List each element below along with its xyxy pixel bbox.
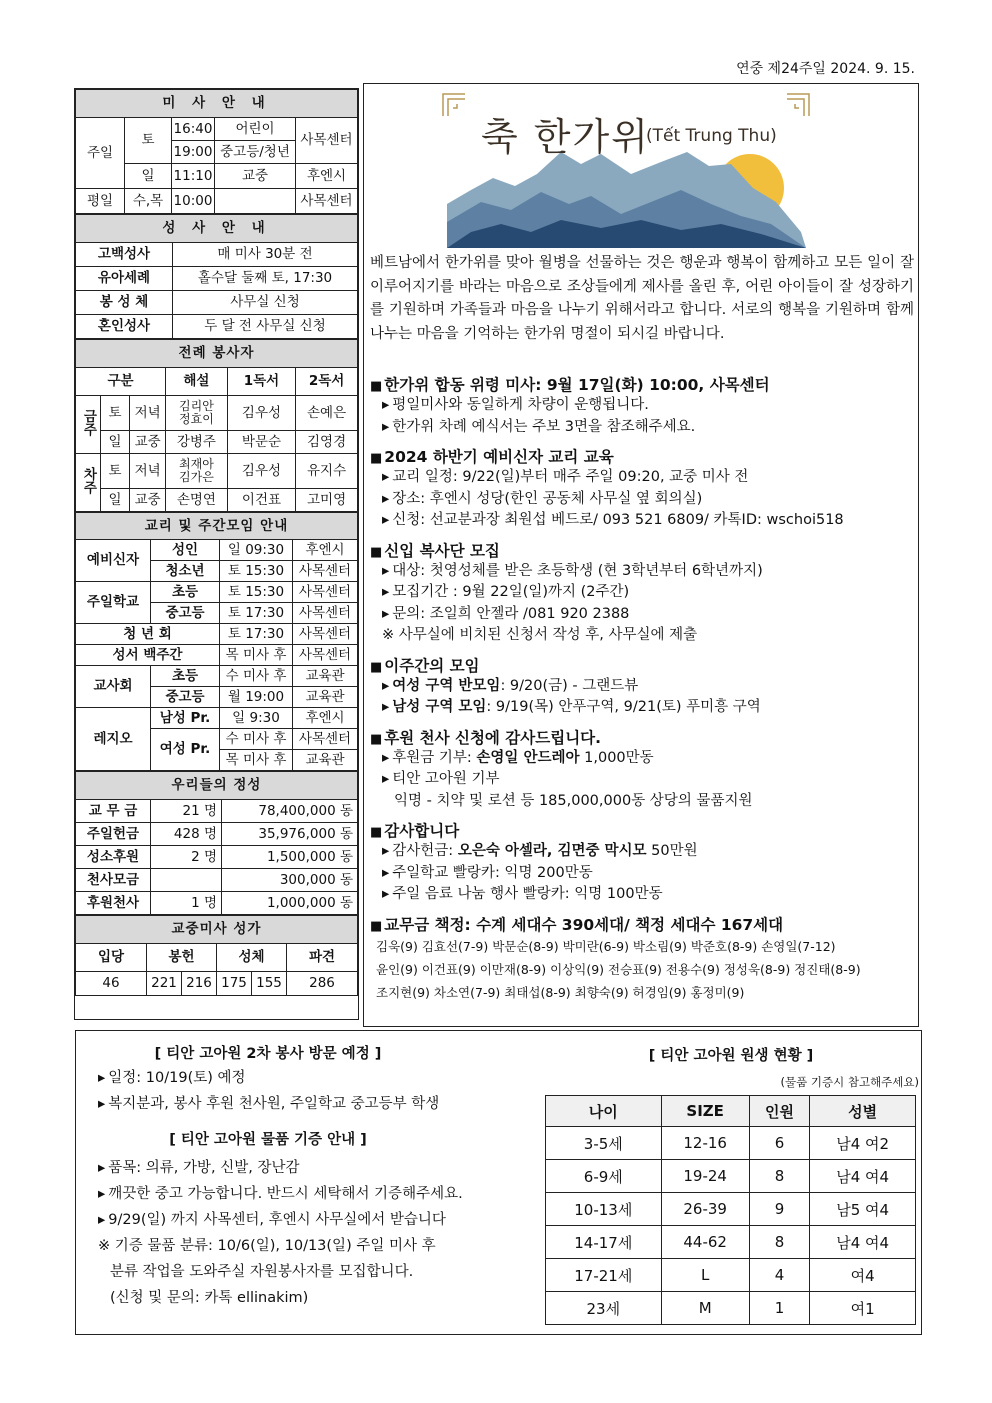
orphan-header: 나이 (546, 1096, 662, 1127)
section-title: ■ 감사합니다 (370, 819, 916, 841)
offering-amount: 1,500,000 동 (222, 846, 358, 869)
offering-amount: 300,000 동 (222, 869, 358, 892)
hymns-title: 교중미사 성가 (76, 916, 358, 944)
sunday-school-label: 주일학교 (76, 582, 151, 624)
meeting-place: 사목센터 (293, 561, 358, 582)
sacrament-title: 성 사 안 내 (76, 215, 358, 243)
sacrament-label: 봉 성 체 (76, 291, 173, 315)
meeting-place: 교육관 (293, 750, 358, 771)
liturgy-header: 2독서 (296, 368, 358, 396)
orphan-cell: 남4 여2 (810, 1127, 916, 1160)
donate-note: 분류 작업을 도와주실 자원봉사자를 모집합니다. (110, 1264, 414, 1280)
offering-label: 후원천사 (76, 892, 151, 915)
reader2: 김영경 (296, 431, 358, 454)
table-row (546, 1292, 916, 1325)
table-row (546, 1193, 916, 1226)
offering-count: 1 명 (151, 892, 222, 915)
offering-label: 교 무 금 (76, 800, 151, 823)
hymn-header: 성체 (217, 944, 287, 972)
meeting-time: 목 미사 후 (220, 750, 293, 771)
meeting-time: 일 09:30 (220, 540, 293, 561)
section-title: ■ 한가위 합동 위령 미사: 9월 17일(화) 10:00, 사목센터 (370, 373, 916, 395)
news-sections (370, 366, 916, 1004)
visit-title: [ 티안 고아원 2차 봉사 방문 예정 ] (154, 1046, 382, 1062)
issue-date: 연중 제24주일 2024. 9. 15. (736, 61, 915, 77)
banner-subtitle: (Tết Trung Thu) (646, 126, 777, 146)
mass-title: 미 사 안 내 (76, 90, 358, 118)
meeting-place: 사목센터 (293, 645, 358, 666)
commentator: 손명연 (166, 489, 228, 512)
offerings-table (75, 771, 358, 915)
item-pre: 후원금 기부: (392, 749, 477, 766)
orphan-cell: 12-16 (661, 1127, 749, 1160)
mass-target (215, 189, 296, 214)
hymn-header: 봉헌 (147, 944, 217, 972)
reader2: 유지수 (296, 454, 358, 489)
table-row (546, 1226, 916, 1259)
female-pr-label: 여성 Pr. (151, 729, 220, 771)
offering-amount: 35,976,000 동 (222, 823, 358, 846)
elem-label: 초등 (151, 582, 220, 603)
table-row (546, 1160, 916, 1193)
meeting-time: 토 17:30 (220, 624, 293, 645)
sacrament-value: 두 달 전 사무실 신청 (173, 315, 358, 339)
orphan-cell: 여4 (810, 1259, 916, 1292)
liturgy-table (75, 339, 358, 512)
orphan-table (545, 1095, 916, 1325)
young-adult-label: 청 년 회 (76, 624, 220, 645)
section-item (370, 676, 916, 698)
item-bold: 손영일 안드레아 (476, 749, 580, 766)
orphan-cell: 10-13세 (546, 1193, 662, 1226)
section-title: ■ 후원 천사 신청에 감사드립니다. (370, 726, 916, 748)
reader2: 손예은 (296, 396, 358, 431)
donate-note: (신청 및 문의: 카톡 ellinakim) (110, 1290, 309, 1306)
intro-text: 베트남에서 한가위를 맞아 월병을 선물하는 것은 행운과 행복이 함께하고 모든 일이 잘 이루어지기를 바라는 마음으로 조상들에게 제사를 올린 후, 어린 아이들이 잘 성장하기를 기원하며 가족들과 마음을 나누기 위해서라고 합니다. 서로의 행복을 기원하며 함께 나누는 마음을 기억하는 한가위 명절이 되시길 바랍니다. (370, 255, 914, 342)
orphan-cell: 9 (749, 1193, 810, 1226)
hymn-number: 286 (287, 972, 358, 996)
orphan-cell: M (661, 1292, 749, 1325)
hymn-header: 파견 (287, 944, 358, 972)
evening-label: 저녁 (130, 454, 166, 489)
left-column (75, 89, 358, 996)
offering-label: 성소후원 (76, 846, 151, 869)
orphan-cell: 14-17세 (546, 1226, 662, 1259)
sat-label: 토 (125, 118, 172, 164)
meeting-place: 후엔시 (293, 540, 358, 561)
this-week-label: 금주 (80, 409, 97, 437)
meeting-time: 수 미사 후 (220, 666, 293, 687)
table-row (546, 1259, 916, 1292)
meeting-place: 사목센터 (293, 624, 358, 645)
meeting-time: 수 미사 후 (220, 729, 293, 750)
mass-schedule-table (75, 89, 358, 214)
meeting-place: 교육관 (293, 666, 358, 687)
dues-list (370, 935, 916, 1004)
sacrament-label: 유아세례 (76, 267, 173, 291)
meeting-time: 토 15:30 (220, 582, 293, 603)
section-item: ▸ 평일미사와 동일하게 차량이 운행됩니다. (370, 395, 916, 417)
liturgy-header: 1독서 (227, 368, 295, 396)
item-rest: 50만원 (646, 843, 698, 859)
wedthu-label: 수,목 (125, 189, 172, 214)
section-item: ▸ 티안 고아원 기부 (370, 769, 916, 791)
mass-place: 사목센터 (296, 189, 358, 214)
donate-item: ▸ 품목: 의류, 가방, 신발, 장난감 (98, 1155, 538, 1181)
orphan-title: [ 티안 고아원 원생 현황 ] (648, 1048, 814, 1064)
sacrament-value: 홀수달 둘째 토, 17:30 (173, 267, 358, 291)
orphan-cell: 4 (749, 1259, 810, 1292)
right-column (363, 83, 919, 1027)
orphan-cell: 남4 여4 (810, 1226, 916, 1259)
offering-count (151, 869, 222, 892)
offering-label: 천사모금 (76, 869, 151, 892)
donate-item: ▸ 9/29(일) 까지 사목센터, 후엔시 사무실에서 받습니다 (98, 1207, 538, 1233)
orphan-cell: 8 (749, 1160, 810, 1193)
main-mass-label: 교중 (130, 431, 166, 454)
offering-count: 2 명 (151, 846, 222, 869)
meeting-place: 후엔시 (293, 708, 358, 729)
mass-place: 사목센터 (296, 118, 358, 164)
meetings-title: 교리 및 주간모임 안내 (76, 513, 358, 540)
donate-item: ▸ 깨끗한 중고 가능합니다. 반드시 세탁해서 기증해주세요. (98, 1181, 538, 1207)
mid-label: 중고등 (151, 687, 220, 708)
section-item: ▸ 신청: 선교분과장 최원섭 베드로/ 093 521 6809/ 카톡ID: wschoi518 (370, 510, 916, 532)
section-item: ▸ 장소: 후엔시 성당(한인 공동체 사무실 옆 회의실) (370, 489, 916, 511)
mass-time: 16:40 (172, 118, 215, 141)
offering-label: 주일헌금 (76, 823, 151, 846)
item-bold: 남성 구역 모임 (392, 699, 487, 715)
dues-line: 윤인(9) 이건표(9) 이만재(8-9) 이상익(9) 전승표(9) 전용수(9) 정성욱(8-9) 정진태(8-9) (376, 961, 861, 977)
reader1: 김우성 (227, 396, 295, 431)
sun-label: 일 (125, 164, 172, 189)
section-item: ▸ 한가위 차례 예식서는 주보 3면을 참조해주세요. (370, 417, 916, 439)
donate-title: [ 티안 고아원 물품 기증 안내 ] (169, 1132, 367, 1148)
section-item (370, 697, 916, 719)
section-title: ■ 2024 하반기 예비신자 교리 교육 (370, 445, 916, 467)
orphan-cell: 8 (749, 1226, 810, 1259)
meeting-place: 사목센터 (293, 729, 358, 750)
mass-time: 10:00 (172, 189, 215, 214)
bible-label: 성서 백주간 (76, 645, 220, 666)
mid-label: 중고등 (151, 603, 220, 624)
hymn-header: 입당 (76, 944, 147, 972)
sacrament-label: 고백성사 (76, 243, 173, 267)
section-note: 익명 - 치약 및 로션 등 185,000,000동 상당의 물품지원 (394, 792, 753, 809)
orphan-note: (물품 기증시 참고해주세요) (780, 1075, 919, 1089)
orphan-cell: 여1 (810, 1292, 916, 1325)
hymn-number: 46 (76, 972, 147, 996)
hymn-number: 221 (147, 972, 182, 996)
orphan-cell: 3-5세 (546, 1127, 662, 1160)
orphan-cell: 26-39 (661, 1193, 749, 1226)
hymn-number: 155 (252, 972, 287, 996)
item-bold: 오은숙 아셀라, 김면중 막시모 (457, 843, 647, 859)
sunday-label: 주일 (76, 118, 125, 189)
orphan-cell: 19-24 (661, 1160, 749, 1193)
offering-amount: 1,000,000 동 (222, 892, 358, 915)
adult-label: 성인 (151, 540, 220, 561)
hymn-number: 175 (217, 972, 252, 996)
donate-note: ※ 기증 물품 분류: 10/6(일), 10/13(일) 주일 미사 후 (98, 1238, 436, 1254)
sun-label: 일 (100, 431, 129, 454)
evening-label: 저녁 (130, 396, 166, 431)
mass-time: 11:10 (172, 164, 215, 189)
section-item: ▸ 대상: 첫영성체를 받은 초등학생 (현 3학년부터 6학년까지) (370, 561, 916, 583)
intro-paragraph (370, 252, 914, 346)
catechumen-label: 예비신자 (76, 540, 151, 582)
meeting-time: 토 17:30 (220, 603, 293, 624)
male-pr-label: 남성 Pr. (151, 708, 220, 729)
meeting-time: 토 15:30 (220, 561, 293, 582)
section-item: ▸ 주일 음료 나눔 행사 빨랑카: 익명 100만동 (370, 884, 916, 906)
commentator: 김리안 정효이 (166, 396, 228, 431)
orphan-section (543, 1045, 919, 1325)
meeting-place: 사목센터 (293, 582, 358, 603)
section-note: ※ 사무실에 비치된 신청서 작성 후, 사무실에 제출 (382, 627, 698, 643)
sacrament-value: 사무실 신청 (173, 291, 358, 315)
sacrament-label: 혼인성사 (76, 315, 173, 339)
offering-count: 21 명 (151, 800, 222, 823)
visit-item: ▸ 일정: 10/19(토) 예정 (98, 1065, 538, 1091)
section-item (370, 748, 916, 770)
hymn-number: 216 (182, 972, 217, 996)
section-item: ▸ 문의: 조일희 안젤라 /081 920 2388 (370, 604, 916, 626)
visit-item: ▸ 복지분과, 봉사 후원 천사원, 주일학교 중고등부 학생 (98, 1091, 538, 1117)
sat-label: 토 (100, 396, 129, 431)
orphan-cell: 44-62 (661, 1226, 749, 1259)
item-rest: : 9/19(목) 안푸구역, 9/21(토) 푸미흥 구역 (486, 699, 761, 715)
meeting-time: 일 9:30 (220, 708, 293, 729)
mass-target: 교중 (215, 164, 296, 189)
chuseok-banner (441, 92, 811, 250)
main-mass-label: 교중 (130, 489, 166, 512)
mass-time: 19:00 (172, 141, 215, 164)
legio-label: 레지오 (76, 708, 151, 771)
mass-target: 어린이 (215, 118, 296, 141)
orphan-cell: 남5 여4 (810, 1193, 916, 1226)
mass-place: 후엔시 (296, 164, 358, 189)
teachers-label: 교사회 (76, 666, 151, 708)
meeting-time: 목 미사 후 (220, 645, 293, 666)
item-rest: 1,000만동 (579, 749, 654, 766)
orphan-cell: 6 (749, 1127, 810, 1160)
orphan-cell: 17-21세 (546, 1259, 662, 1292)
reader1: 김우성 (227, 454, 295, 489)
orphan-cell: 1 (749, 1292, 810, 1325)
sun-label: 일 (100, 489, 129, 512)
orphan-header: 인원 (749, 1096, 810, 1127)
dues-line: 조지현(9) 차소연(7-9) 최태섭(8-9) 최향숙(9) 허경임(9) 홍정미(9) (376, 984, 745, 1000)
section-item: ▸ 주일학교 빨랑카: 익명 200만동 (370, 863, 916, 885)
sacrament-value: 매 미사 30분 전 (173, 243, 358, 267)
bottom-box (75, 1030, 922, 1335)
meeting-time: 월 19:00 (220, 687, 293, 708)
offerings-title: 우리들의 정성 (76, 772, 358, 800)
commentator: 강병주 (166, 431, 228, 454)
section-title: ■ 신입 복사단 모집 (370, 539, 916, 561)
item-pre: 감사헌금: (392, 843, 458, 859)
section-item: ▸ 모집기간 : 9월 22일(일)까지 (2주간) (370, 582, 916, 604)
section-title: ■ 이주간의 모임 (370, 654, 916, 676)
commentator: 최재아 김가은 (166, 454, 228, 489)
reader2: 고미영 (296, 489, 358, 512)
orphan-cell: 23세 (546, 1292, 662, 1325)
offering-count: 428 명 (151, 823, 222, 846)
section-title: ■ 교무금 책정: 수계 세대수 390세대/ 책정 세대수 167세대 (370, 913, 916, 935)
reader1: 박문순 (227, 431, 295, 454)
meetings-table (75, 512, 358, 771)
reader1: 이건표 (227, 489, 295, 512)
bottom-left (98, 1043, 538, 1311)
liturgy-header: 구분 (76, 368, 166, 396)
orphan-header: 성별 (810, 1096, 916, 1127)
youth-label: 청소년 (151, 561, 220, 582)
weekday-label: 평일 (76, 189, 125, 214)
offering-amount: 78,400,000 동 (222, 800, 358, 823)
orphan-header: SIZE (661, 1096, 749, 1127)
dues-line: 김욱(9) 김효선(7-9) 박문순(8-9) 박미란(6-9) 박소림(9) 박준호(8-9) 손영일(7-12) (376, 938, 836, 954)
sacrament-table (75, 214, 358, 339)
meeting-place: 사목센터 (293, 603, 358, 624)
table-row (546, 1127, 916, 1160)
elem-label: 초등 (151, 666, 220, 687)
orphan-cell: L (661, 1259, 749, 1292)
section-item: ▸ 교리 일정: 9/22(일)부터 매주 주일 09:20, 교중 미사 전 (370, 467, 916, 489)
section-item (370, 841, 916, 863)
sat-label: 토 (100, 454, 129, 489)
mass-target: 중고등/청년 (215, 141, 296, 164)
item-rest: : 9/20(금) - 그랜드뷰 (500, 677, 639, 694)
liturgy-header: 해설 (166, 368, 228, 396)
hymns-table (75, 915, 358, 996)
meeting-place: 교육관 (293, 687, 358, 708)
liturgy-title: 전례 봉사자 (76, 340, 358, 368)
next-week-label: 차주 (80, 467, 97, 495)
orphan-cell: 6-9세 (546, 1160, 662, 1193)
orphan-cell: 남4 여4 (810, 1160, 916, 1193)
banner-title: 축 한가위 (481, 115, 650, 159)
item-bold: 여성 구역 반모임 (392, 677, 501, 694)
